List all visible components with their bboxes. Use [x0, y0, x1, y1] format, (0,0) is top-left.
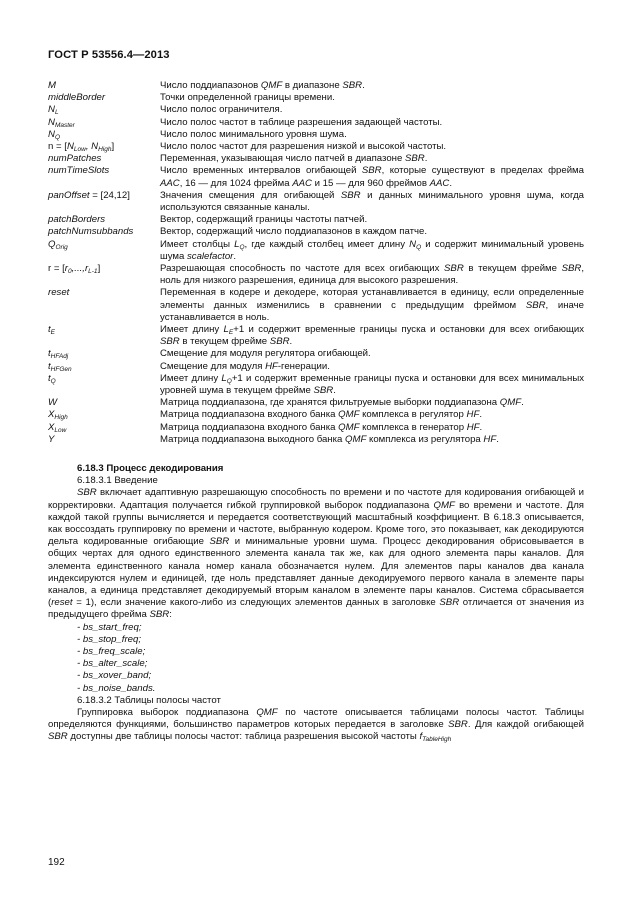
- definition-row: [48, 422, 584, 434]
- section-heading: 6.18.3 Процесс декодирования: [77, 463, 224, 474]
- definition-row: [48, 373, 584, 397]
- definitions-list: [48, 80, 584, 446]
- paragraph: Группировка выборок поддиапазона QMF по частоте описывается таблицами полосы частот. Таблицы определяются функциями, большинство параметров которых передается в заголовке SBR. Для каждой огибающей SBR доступны две таблицы полосы частот: таблица разрешения высокой частоты $f_{TableHigh}$: [48, 707, 584, 744]
- definition-row: [48, 104, 584, 116]
- section-body: [48, 463, 584, 744]
- definition-row: [48, 80, 584, 92]
- definition-desc: Число полос частот для разрешения низкой и высокой частоты.: [160, 141, 447, 153]
- definition-desc: Число временных интервалов огибающей SBR, которые существуют в пределах фрейма AAC, 16 — для 1024 фрейма AAC и 15 — для 960 фреймов AAC.: [160, 165, 584, 189]
- list-item: - bs_stop_freq;: [77, 633, 141, 645]
- subsection-heading: 6.18.3.2 Таблицы полосы частот: [77, 694, 221, 706]
- definition-row: [48, 129, 584, 141]
- definition-desc: Матрица поддиапазона входного банка QMF комплекса в регулятор HF.: [160, 409, 482, 421]
- paragraph: SBR включает адаптивную разрешающую способность по времени и по частоте для кодирования огибающей и корректировки. Адаптация получается гибкой группировкой выборок поддиапазона QMF во времени и частоте. Для каждой такой группы вычисляется и передается соответствующий масштабный коэффициент. В 6.18.3 описывается, как воссоздать группировку по времени и частоте, выбранную кодером. Кроме того, это показывает, как декодируются дельта кодированные огибающие SBR и минимальные уровни шума. Процесс декодирования обрисовывается в общих чертах для одного единственного элемента канала так же, как для одного элемента пары каналов. Для элемента единственного канала номер канала обозначается нулем. Для элементов пары каналов два канала индексируются нулем и единицей, где ноль представляет данные декодируемого первого канала в элементе пары каналов, а единица представляет декодируемый вторым каналом в элементе пары каналов. Система сбрасывается (reset = 1), если значение какого-либо из следующих элементов данных в заголовке SBR отличается от значения из предыдущего фрейма SBR:: [48, 487, 584, 621]
- definition-term: $t_{HFGen}$: [48, 360, 72, 373]
- definition-row: [48, 190, 584, 214]
- definition-term: $r = [r_0,...,r_{L-1}]$: [48, 263, 101, 276]
- definition-row: [48, 434, 584, 446]
- definition-term: $t_E$: [48, 324, 56, 337]
- definition-term: M: [48, 80, 56, 91]
- definition-row: [48, 361, 584, 373]
- definition-row: [48, 214, 584, 226]
- definition-row: [48, 141, 584, 153]
- page-number: 192: [48, 857, 65, 868]
- list-item: - bs_start_freq;: [77, 621, 142, 633]
- definition-row: [48, 324, 584, 348]
- definition-desc: Число полос ограничителя.: [160, 104, 283, 116]
- subsection-heading: 6.18.3.1 Введение: [77, 475, 158, 487]
- definition-desc: Точки определенной границы времени.: [160, 92, 335, 104]
- definition-term: reset: [48, 287, 70, 299]
- definition-term: $N_{Master}$: [48, 116, 75, 129]
- definition-row: [48, 117, 584, 129]
- definition-row: [48, 263, 584, 287]
- definition-desc: Смещение для модуля HF-генерации.: [160, 360, 330, 372]
- definition-row: [48, 287, 584, 324]
- definition-desc: Имеет длину $L_E+1$ и содержит временные границы пуска и остановки для всех огибающих SBR в текущем фрейме SBR.: [160, 324, 584, 348]
- definition-row: [48, 226, 584, 238]
- definition-term: $t_Q$: [48, 372, 56, 385]
- definition-desc: Имеет длину $L_Q+1$ и содержит временные границы пуска и остановки для всех минимальных уровней шума в текущем фрейме SBR.: [160, 372, 585, 397]
- list-item: - bs_xover_band;: [77, 670, 152, 682]
- definition-term: $X_{High}$: [48, 409, 68, 422]
- definition-term: numPatches: [48, 153, 102, 165]
- definition-desc: Переменная, указывающая число патчей в диапазоне SBR.: [160, 153, 428, 165]
- definition-term: numTimeSlots: [48, 165, 110, 177]
- document-header: ГОСТ Р 53556.4—2013: [48, 49, 170, 61]
- list-item: - bs_alter_scale;: [77, 658, 148, 670]
- list-item: - bs_freq_scale;: [77, 646, 146, 658]
- definition-desc: Переменная в кодере и декодере, которая устанавливается в единицу, если определенные элементы данных изменились в сравнении с предыдущим фреймом SBR, иначе устанавливается в ноль.: [160, 287, 585, 323]
- definition-row: [48, 409, 584, 421]
- definition-desc: Смещение для модуля регулятора огибающей.: [160, 348, 371, 360]
- definition-row: [48, 397, 584, 409]
- definition-term: $X_{Low}$: [48, 421, 67, 434]
- definition-row: [48, 348, 584, 360]
- definition-term: W: [48, 397, 58, 409]
- definition-desc: Матрица поддиапазона, где хранятся фильтруемые выборки поддиапазона QMF.: [160, 397, 524, 409]
- definition-desc: Число полос минимального уровня шума.: [160, 128, 347, 140]
- definition-term: $N_Q$: [48, 128, 60, 141]
- definition-term: $Q_{Orig}$: [48, 238, 68, 251]
- definition-desc: Разрешающая способность по частоте для всех огибающих SBR в текущем фрейме SBR, ноль для низкого разрешения, единица для высокого разрешения.: [160, 263, 584, 287]
- definition-desc: Число поддиапазонов QMF в диапазоне SBR.: [160, 80, 365, 91]
- definition-desc: Вектор, содержащий границы частоты патчей.: [160, 214, 368, 226]
- definition-term: Y: [48, 433, 55, 445]
- definition-term: $t_{HFAdj}$: [48, 348, 69, 361]
- definition-desc: Матрица поддиапазона выходного банка QMF комплекса из регулятора HF.: [160, 433, 499, 445]
- definition-term: $N_L$: [48, 104, 59, 117]
- definition-row: [48, 153, 584, 165]
- definition-desc: Число полос частот в таблице разрешения задающей частоты.: [160, 116, 443, 128]
- definition-row: [48, 239, 584, 263]
- definition-row: [48, 92, 584, 104]
- definition-desc: Значения смещения для огибающей SBR и данных минимального уровня шума, когда используются связанные каналы.: [160, 189, 585, 214]
- definition-desc: Имеет столбцы $L_Q$, где каждый столбец имеет длину $N_Q$ и содержит минимальный уровень шума scalefactor.: [160, 238, 584, 262]
- definition-term: patchNumsubbands: [48, 226, 134, 238]
- definition-term: patchBorders: [48, 214, 106, 226]
- definition-desc: Матрица поддиапазона входного банка QMF комплекса в генератор HF.: [160, 421, 483, 433]
- list-item: - bs_noise_bands.: [77, 682, 156, 694]
- definition-term: $n = [N_{Low}$, $N_{High}$]: [48, 141, 115, 154]
- definition-term: panOffset = [24,12]: [48, 189, 130, 201]
- definition-desc: Вектор, содержащий число поддиапазонов в каждом патче.: [160, 226, 428, 238]
- definition-row: [48, 165, 584, 189]
- definition-term: middleBorder: [48, 92, 106, 104]
